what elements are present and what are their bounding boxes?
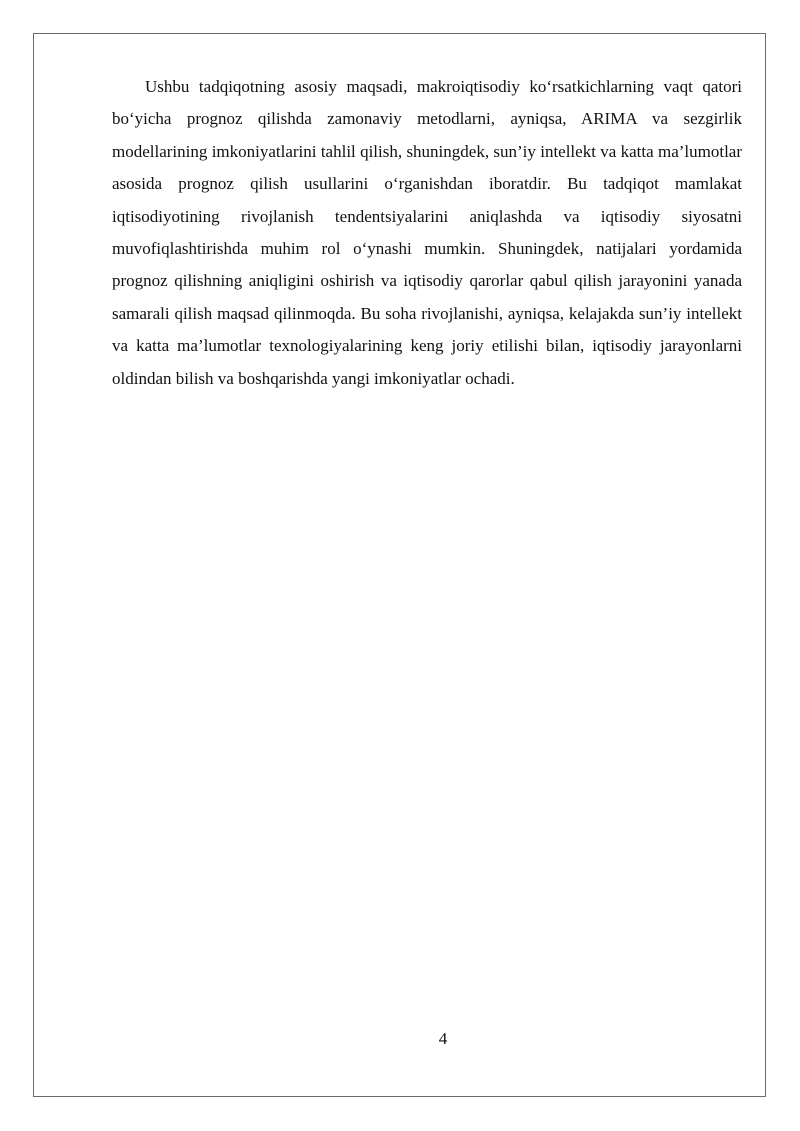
page-number: 4 <box>438 1029 448 1048</box>
body-paragraph: Ushbu tadqiqotning asosiy maqsadi, makroiqtisodiy koʻrsatkichlarning vaqt qatori boʻyicha prognoz qilishda zamonaviy metodlarni, ayniqsa, ARIMA va sezgirlik modellarining imkoniyatlarini tahlil qilish, shuningdek, sun’iy intellekt va katta ma’lumotlar asosida prognoz qilish usullarini oʻrganishdan iboratdir. Bu tadqiqot mamlakat iqtisodiyotining rivojlanish tendentsiyalarini aniqlashda va iqtisodiy siyosatni muvofiqlashtirishda muhim rol oʻynashi mumkin. Shuningdek, natijalari yordamida prognoz qilishning aniqligini oshirish va iqtisodiy qarorlar qabul qilish jarayonini yanada samarali qilish maqsad qilinmoqda. Bu soha rivojlanishi, ayniqsa, kelajakda sun’iy intellekt va katta ma’lumotlar texnologiyalarining keng joriy etilishi bilan, iqtisodiy jarayonlarni oldindan bilish va boshqarishda yangi imkoniyatlar ochadi. <box>112 77 742 388</box>
